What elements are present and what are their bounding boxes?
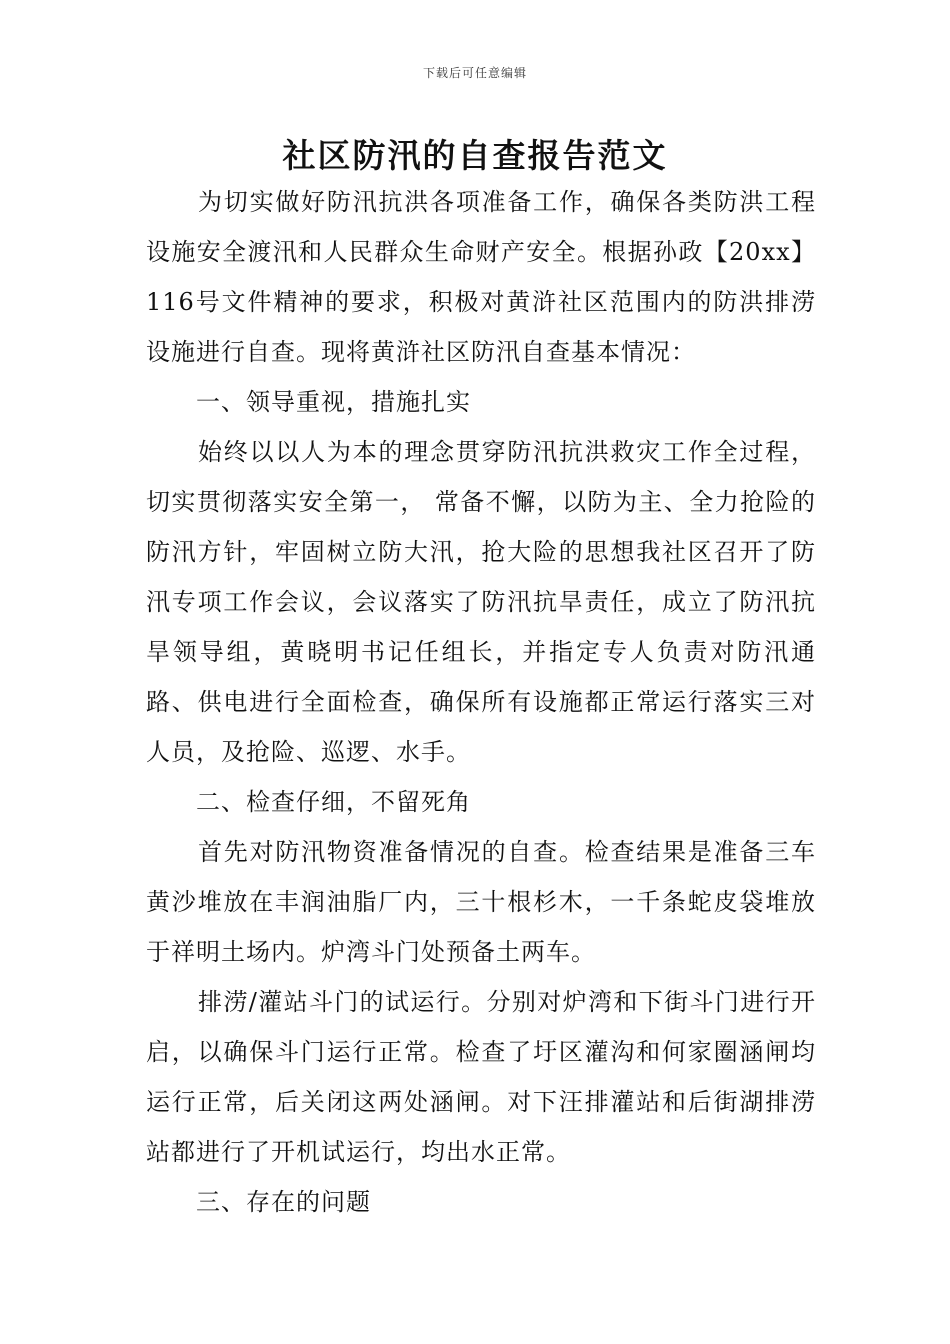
paragraph-leadership: 始终以以人为本的理念贯穿防汛抗洪救灾工作全过程，切实贯彻落实安全第一， 常备不懈，以防为主、全力抢险的防汛方针，牢固树立防大汛，抢大险的思想我社区召开了防汛专项工作会议，会议落实了防汛抗旱责任，成立了防汛抗旱领导组，黄晓明书记任组长，并指定专人负责对防汛通路、供电进行全面检查，确保所有设施都正常运行落实三对人员，及抢险、巡逻、水手。	[146, 438, 816, 766]
header-note: 下载后可任意编辑	[422, 66, 527, 80]
paragraph-intro: 为切实做好防汛抗洪各项准备工作，确保各类防洪工程设施安全渡汛和人民群众生命财产安全。根据孙政【20xx】116号文件精神的要求，积极对黄浒社区范围内的防洪排涝设施进行自查。现将黄浒社区防汛自查基本情况：	[146, 188, 816, 366]
section-heading-1: 一、领导重视，措施扎实	[196, 388, 471, 416]
document-title: 社区防汛的自查报告范文	[282, 136, 668, 175]
section-heading-3: 三、存在的问题	[196, 1188, 371, 1216]
document-body	[146, 177, 816, 1227]
section-heading-2: 二、检查仔细，不留死角	[196, 788, 471, 816]
paragraph-trial-run: 排涝/灌站斗门的试运行。分别对炉湾和下街斗门进行开启，以确保斗门运行正常。检查了圩区灌沟和何家圈涵闸均运行正常，后关闭这两处涵闸。对下汪排灌站和后街湖排涝站都进行了开机试运行，均出水正常。	[146, 988, 816, 1166]
paragraph-materials: 首先对防汛物资准备情况的自查。检查结果是准备三车黄沙堆放在丰润油脂厂内，三十根杉木，一千条蛇皮袋堆放于祥明土场内。炉湾斗门处预备土两车。	[146, 838, 816, 966]
